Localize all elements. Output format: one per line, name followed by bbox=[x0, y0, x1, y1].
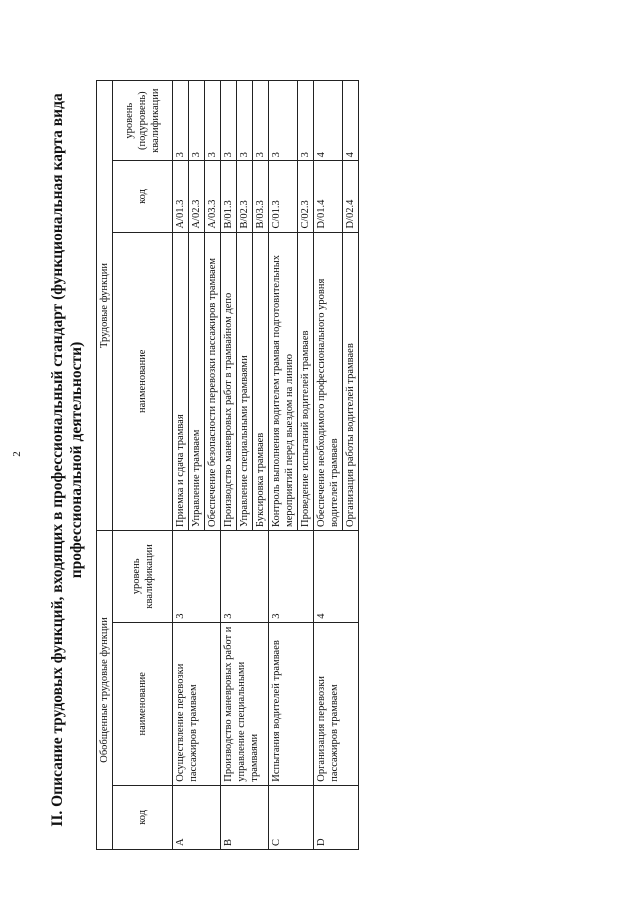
table-row bbox=[221, 81, 237, 850]
function-name: Проведение испытаний водителей трамваев bbox=[298, 232, 314, 530]
function-name: Управление трамваем bbox=[189, 232, 205, 530]
document-title: II. Описание трудовых функций, входящих в профессиональный стандарт (функциональная карта вида профессиональной деятельности) bbox=[49, 93, 85, 827]
header-labor-functions: Трудовые функции bbox=[97, 81, 113, 531]
generalized-level: 3 bbox=[269, 530, 314, 622]
function-code: B/01.3 bbox=[221, 161, 237, 232]
function-code: D/01.4 bbox=[314, 161, 343, 232]
table-row bbox=[269, 81, 298, 850]
function-code: B/03.3 bbox=[253, 161, 269, 232]
table-header bbox=[97, 81, 173, 850]
function-name: Приемка и сдача трамвая bbox=[173, 232, 189, 530]
function-level: 3 bbox=[237, 81, 253, 161]
generalized-code: A bbox=[173, 785, 221, 849]
function-level: 3 bbox=[205, 81, 221, 161]
function-level: 3 bbox=[189, 81, 205, 161]
generalized-code: C bbox=[269, 785, 314, 849]
function-level: 3 bbox=[269, 81, 298, 161]
function-name: Организация работы водителей трамваев bbox=[343, 232, 359, 530]
function-code: C/02.3 bbox=[298, 161, 314, 232]
function-name: Производство маневровых работ в трамвайном депо bbox=[221, 232, 237, 530]
functional-map-table bbox=[96, 80, 359, 850]
function-level: 4 bbox=[343, 81, 359, 161]
function-level: 3 bbox=[298, 81, 314, 161]
header-function-level: уровень (подуровень) квалификации bbox=[113, 81, 173, 161]
function-code: B/02.3 bbox=[237, 161, 253, 232]
header-name: наименование bbox=[113, 622, 173, 785]
generalized-level: 4 bbox=[314, 530, 359, 622]
generalized-name: Организация перевозки пассажиров трамваем bbox=[314, 622, 359, 785]
function-name: Контроль выполнения водителем трамвая подготовительных мероприятий перед выездом на линию bbox=[269, 232, 298, 530]
generalized-name: Производство маневровых работ и управление специальными трамваями bbox=[221, 622, 269, 785]
function-level: 3 bbox=[253, 81, 269, 161]
function-code: D/02.4 bbox=[343, 161, 359, 232]
rotated-page-content bbox=[48, 65, 623, 855]
generalized-level: 3 bbox=[173, 530, 221, 622]
generalized-name: Испытания водителей трамваев bbox=[269, 622, 314, 785]
generalized-level: 3 bbox=[221, 530, 269, 622]
function-level: 3 bbox=[221, 81, 237, 161]
function-level: 4 bbox=[314, 81, 343, 161]
function-code: A/03.3 bbox=[205, 161, 221, 232]
function-code: A/01.3 bbox=[173, 161, 189, 232]
header-function-name: наименование bbox=[113, 232, 173, 530]
page-number: 2 bbox=[10, 451, 23, 457]
function-name: Обеспечение безопасности перевозки пассажиров трамваем bbox=[205, 232, 221, 530]
table-row bbox=[173, 81, 189, 850]
header-code: код bbox=[113, 785, 173, 849]
generalized-name: Осуществление перевозки пассажиров трамваем bbox=[173, 622, 221, 785]
function-name: Управление специальными трамваями bbox=[237, 232, 253, 530]
generalized-code: D bbox=[314, 785, 359, 849]
table-row bbox=[314, 81, 343, 850]
function-name: Буксировка трамваев bbox=[253, 232, 269, 530]
function-code: C/01.3 bbox=[269, 161, 298, 232]
header-generalized-functions: Обобщенные трудовые функции bbox=[97, 530, 113, 849]
header-level: уровень квалификации bbox=[113, 530, 173, 622]
function-level: 3 bbox=[173, 81, 189, 161]
header-function-code: код bbox=[113, 161, 173, 232]
function-name: Обеспечение необходимого профессионального уровня водителей трамваев bbox=[314, 232, 343, 530]
function-code: A/02.3 bbox=[189, 161, 205, 232]
table-body bbox=[173, 81, 359, 850]
generalized-code: B bbox=[221, 785, 269, 849]
